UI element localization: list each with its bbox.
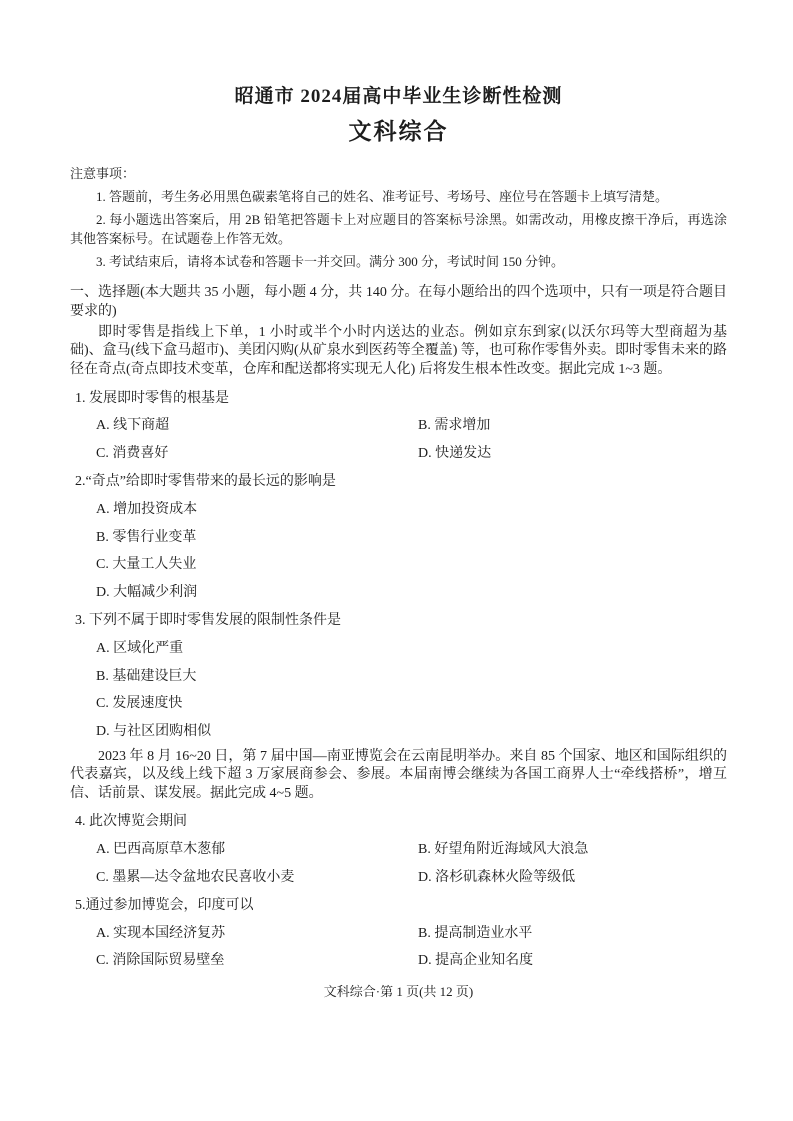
question-5-option-a: A. 实现本国经济复苏 — [96, 925, 226, 941]
exam-subject-title: 文科综合 — [348, 118, 449, 144]
passage-2: 2023 年 8 月 16~20 日，第 7 届中国—南亚博览会在云南昆明举办。来自 85 个国家、地区和国际组织的代表嘉宾，以及线上线下超 3 万家展商参会、参展。本届南博会继续为各国工商界人士“牵线搭桥”，增互信、话前景、谋发展。据此完成 4~5 题。 — [70, 748, 727, 801]
passage-1: 即时零售是指线上下单，1 小时或半个小时内送达的业态。例如京东到家(以沃尔玛等大型商超为基础)、盒马(线下盒马超市)、美团闪购(从矿泉水到医药等全覆盖) 等，也可称作零售外卖。即时零售未来的路径在奇点(奇点即技术变革，仓库和配送都将实现无人化) 后将发生根本性改变。据此完成 1~3 题。 — [70, 324, 727, 377]
question-2-option-d: D. 大幅减少利润 — [96, 584, 198, 600]
question-5 — [70, 897, 727, 971]
question-1-stem: 1. 发展即时零售的根基是 — [75, 390, 229, 406]
question-4 — [70, 813, 727, 887]
question-5-option-b: B. 提高制造业水平 — [418, 925, 533, 941]
question-2-option-b: B. 零售行业变革 — [96, 529, 197, 545]
section-heading: 一、选择题(本大题共 35 小题，每小题 4 分，共 140 分。在每小题给出的四个选项中，只有一项是符合题目要求的) — [70, 284, 727, 319]
question-3-option-c: C. 发展速度快 — [96, 696, 183, 712]
question-4-option-c: C. 墨累—达令盆地农民喜收小麦 — [96, 869, 295, 885]
question-3-stem: 3. 下列不属于即时零售发展的限制性条件是 — [75, 613, 341, 629]
notice-heading: 注意事项： — [70, 165, 136, 181]
page-footer: 文科综合·第 1 页(共 12 页) — [323, 984, 474, 1000]
question-2 — [70, 473, 727, 602]
question-4-option-d: D. 洛杉矶森林火险等级低 — [418, 869, 576, 885]
exam-title: 昭通市 2024届高中毕业生诊断性检测 — [234, 86, 563, 107]
question-5-option-c: C. 消除国际贸易壁垒 — [96, 953, 225, 969]
question-1-option-c: C. 消费喜好 — [96, 445, 169, 461]
question-4-option-a: A. 巴西高原草木葱郁 — [96, 841, 226, 857]
question-2-option-a: A. 增加投资成本 — [96, 502, 198, 518]
question-5-option-d: D. 提高企业知名度 — [418, 953, 534, 969]
question-4-stem: 4. 此次博览会期间 — [75, 814, 187, 830]
question-1-option-a: A. 线下商超 — [96, 418, 170, 434]
notice-item-2: 2. 每小题选出答案后，用 2B 铅笔把答题卡上对应题目的答案标号涂黑。如需改动，用橡皮擦干净后，再选涂其他答案标号。在试题卷上作答无效。 — [70, 212, 727, 247]
question-3-option-b: B. 基础建设巨大 — [96, 668, 197, 684]
question-5-options — [70, 916, 727, 971]
notice-section — [70, 164, 727, 272]
question-3-options — [70, 640, 727, 741]
question-4-options — [70, 832, 727, 887]
question-1 — [70, 390, 727, 464]
question-1-option-b: B. 需求增加 — [418, 418, 491, 434]
question-1-options — [70, 408, 727, 463]
question-3-option-d: D. 与社区团购相似 — [96, 723, 212, 739]
question-2-options — [70, 501, 727, 602]
question-1-option-d: D. 快递发达 — [418, 445, 492, 461]
question-3 — [70, 612, 727, 741]
question-5-stem: 5.通过参加博览会，印度可以 — [75, 898, 254, 914]
question-3-option-a: A. 区域化严重 — [96, 641, 184, 657]
question-2-option-c: C. 大量工人失业 — [96, 557, 197, 573]
question-2-stem: 2.“奇点”给即时零售带来的最长远的影响是 — [75, 474, 336, 490]
notice-item-1: 1. 答题前，考生务必用黑色碳素笔将自己的姓名、准考证号、考场号、座位号在答题卡上填写清楚。 — [96, 188, 669, 204]
notice-item-3: 3. 考试结束后，请将本试卷和答题卡一并交回。满分 300 分，考试时间 150 分钟。 — [96, 254, 565, 270]
question-4-option-b: B. 好望角附近海域风大浪急 — [418, 841, 589, 857]
